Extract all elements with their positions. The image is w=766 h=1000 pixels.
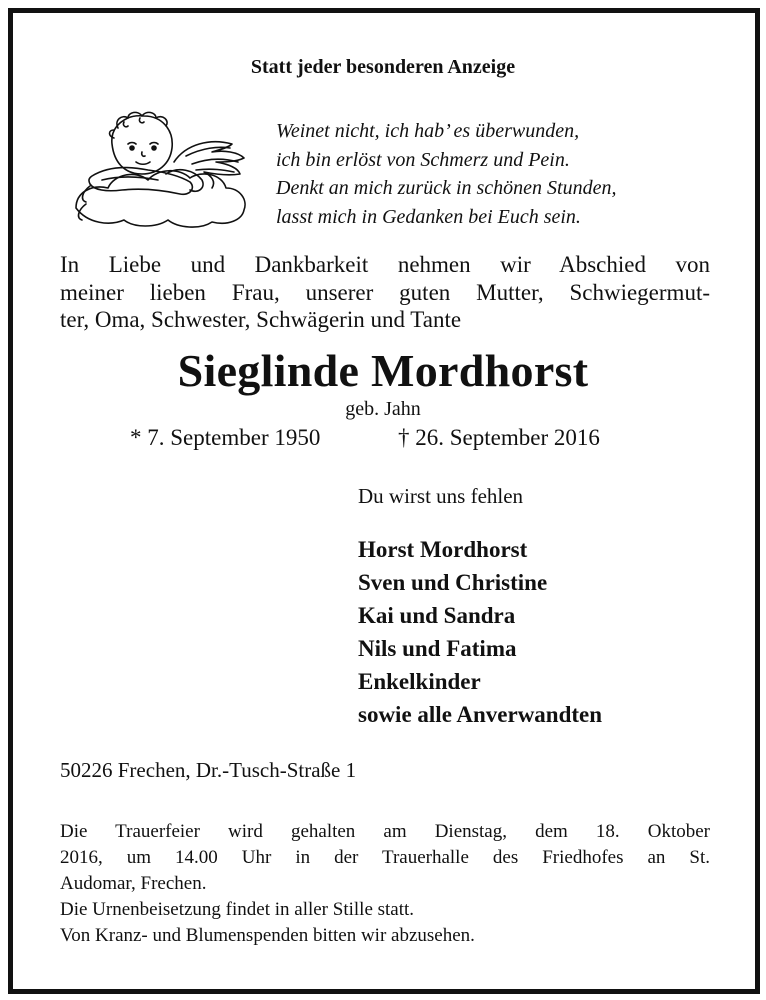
family-member: Enkelkinder bbox=[358, 669, 481, 694]
service-line: Von Kranz- und Blumenspenden bitten wir abzusehen. bbox=[60, 925, 475, 946]
poem-line: ich bin erlöst von Schmerz und Pein. bbox=[276, 148, 570, 171]
deceased-name: Sieglinde Mordhorst bbox=[177, 345, 589, 396]
missed-text: Du wirst uns fehlen bbox=[358, 484, 524, 508]
service-line: Die Trauerfeier wird gehalten am Dienstag, dem 18. Oktober bbox=[60, 821, 710, 842]
family-list bbox=[358, 533, 602, 731]
service-line: Audomar, Frechen. bbox=[60, 873, 207, 894]
intro-line: meiner lieben Frau, unserer guten Mutter, Schwiegermut- bbox=[60, 279, 710, 305]
header-text: Statt jeder besonderen Anzeige bbox=[250, 56, 516, 78]
poem-line: Denkt an mich zurück in schönen Stunden, bbox=[276, 177, 617, 199]
intro-text bbox=[60, 251, 710, 334]
poem bbox=[276, 117, 616, 231]
birth-date: * 7. September 1950 bbox=[130, 425, 321, 450]
service-line: Die Urnenbeisetzung findet in aller Stille statt. bbox=[60, 899, 415, 920]
cherub-angel-icon bbox=[62, 104, 262, 228]
birth-name: geb. Jahn bbox=[345, 398, 421, 420]
family-member: sowie alle Anverwandten bbox=[358, 702, 603, 727]
family-member: Kai und Sandra bbox=[358, 603, 516, 628]
poem-line: Weinet nicht, ich hab’ es überwunden, bbox=[276, 120, 580, 142]
family-member: Nils und Fatima bbox=[358, 636, 517, 661]
service-line: 2016, um 14.00 Uhr in der Trauerhalle des Friedhofes an St. bbox=[60, 847, 710, 868]
death-date: † 26. September 2016 bbox=[398, 425, 600, 450]
intro-line: ter, Oma, Schwester, Schwägerin und Tante bbox=[60, 307, 462, 332]
family-member: Horst Mordhorst bbox=[358, 537, 528, 562]
family-member: Sven und Christine bbox=[358, 570, 548, 595]
intro-line: In Liebe und Dankbarkeit nehmen wir Abschied von bbox=[60, 252, 710, 277]
poem-line: lasst mich in Gedanken bei Euch sein. bbox=[276, 205, 581, 228]
service-info bbox=[60, 819, 710, 949]
address: 50226 Frechen, Dr.-Tusch-Straße 1 bbox=[60, 758, 357, 782]
